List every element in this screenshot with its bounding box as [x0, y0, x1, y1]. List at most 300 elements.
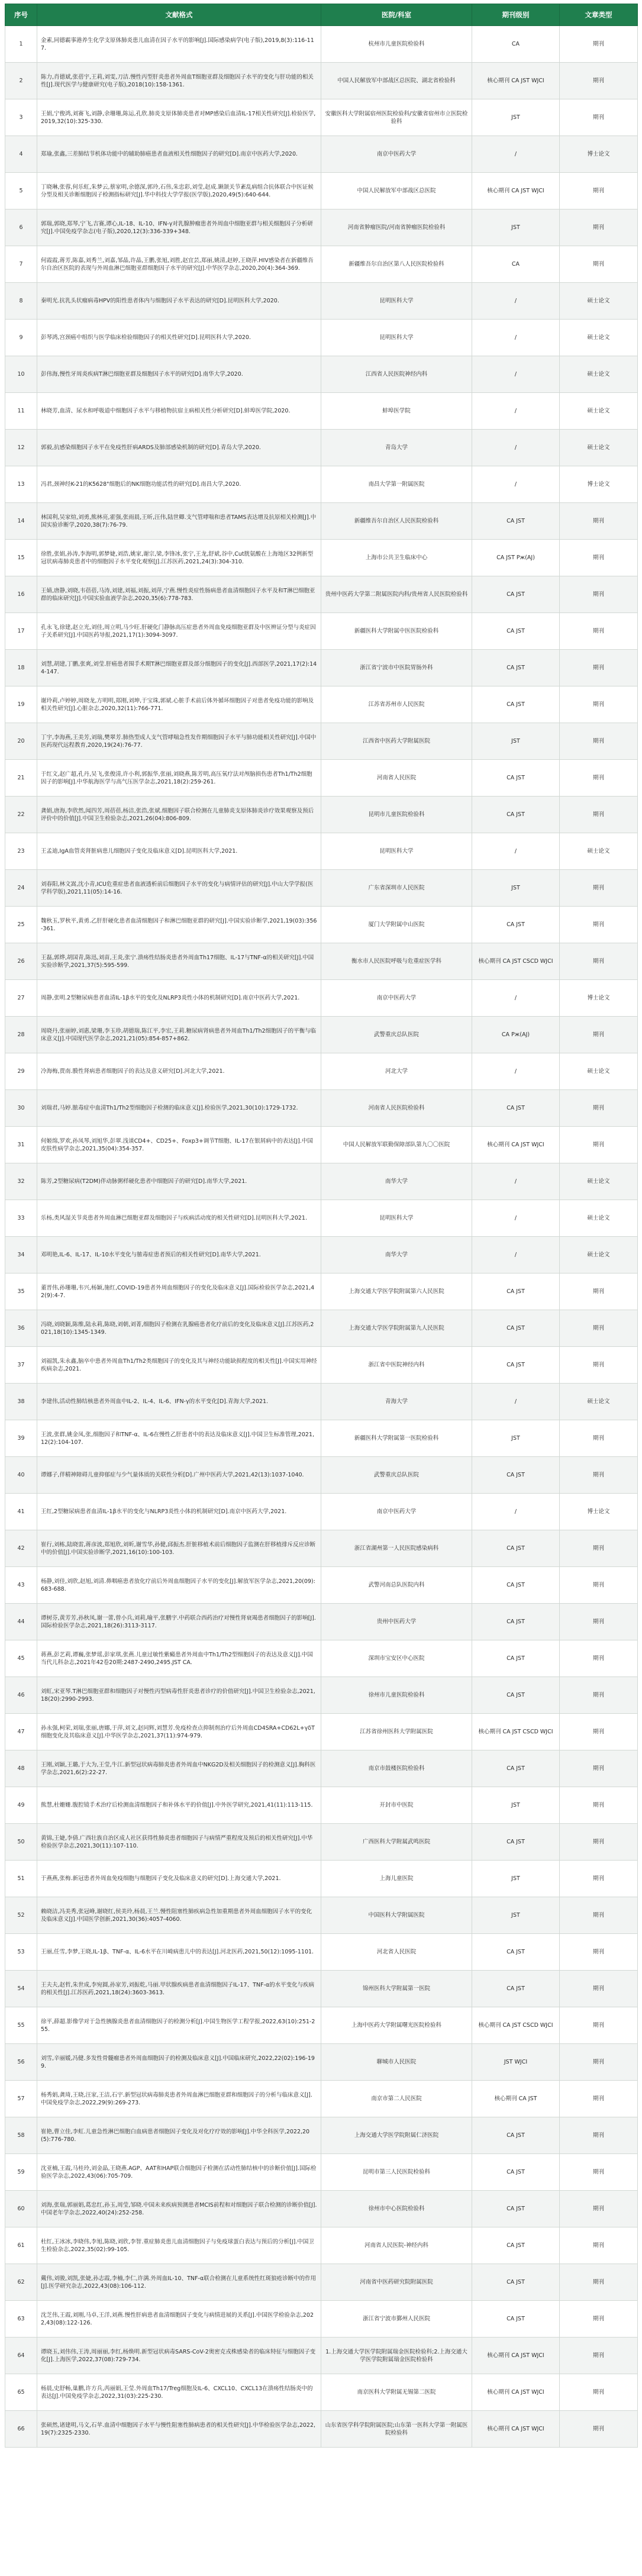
- row-serial-number: 39: [5, 1420, 37, 1457]
- row-serial-number: 12: [5, 430, 37, 466]
- table-row: [5, 393, 638, 430]
- row-journal-level: CA JST: [472, 2191, 560, 2227]
- row-journal-level: CA JST: [472, 1090, 560, 1127]
- row-journal-level: 核心期刊 CA JST WJCI: [472, 63, 560, 99]
- row-institution: 河南省人民医院: [321, 760, 472, 797]
- row-serial-number: 29: [5, 1053, 37, 1090]
- table-row: [5, 1127, 638, 1163]
- row-article-type: 期刊: [560, 1677, 638, 1714]
- row-journal-level: CA JST: [472, 1604, 560, 1640]
- table-row: [5, 1017, 638, 1053]
- row-institution: 江苏省苏州市人民医院: [321, 686, 472, 723]
- row-journal-level: /: [472, 980, 560, 1017]
- table-row: [5, 1347, 638, 1384]
- table-row: [5, 870, 638, 907]
- row-article-type: 期刊: [560, 2154, 638, 2191]
- row-citation: 孔永飞,徐建,赵立光,刘佳,周立明,马少旺.肝硬化门静脉高压症患者外周血免疫细胞亚群及中医辨证分型与炎症因子关系研究[J].中国医药导报,2021,17(1):3094-3097.: [37, 613, 321, 650]
- row-journal-level: JST: [472, 99, 560, 136]
- row-citation: 林晓芳,血清、尿水和呼吸道中细胞因子水平与移植物抗宿主病相关性分析研究[D].蚌埠医学院,2020.: [37, 393, 321, 430]
- row-institution: 上海交通大学医学院附属第六人民医院: [321, 1274, 472, 1310]
- row-institution: 武警重庆总队医院: [321, 1457, 472, 1494]
- row-journal-level: CA JST: [472, 797, 560, 833]
- table-row: [5, 283, 638, 320]
- row-institution: 厦门大学附属中山医院: [321, 907, 472, 943]
- row-article-type: 期刊: [560, 173, 638, 209]
- row-citation: 彭伟海,慢性牙周炎疾病T淋巴细胞亚群及细胞因子水平的研究[D].南华大学,2020.: [37, 356, 321, 393]
- table-row: [5, 503, 638, 540]
- row-journal-level: /: [472, 1494, 560, 1530]
- row-serial-number: 21: [5, 760, 37, 797]
- row-institution: 山东省医学科学院附属医院;山东第一医科大学第一附属医院检验科: [321, 2411, 472, 2448]
- row-article-type: 期刊: [560, 1310, 638, 1347]
- row-citation: 丁晓琳,张蓉,何乐虹,朱梦云,蔡家明,余德深,郭玲,石伟,朱忠彩,刘莹,赵成.颞颌关节紊乱病组合抗体联合中医证候分型及相关诊断细胞因子检测指标研究[J].华中科技大学学报(医学版),2020,49(5):640-644.: [37, 173, 321, 209]
- row-serial-number: 47: [5, 1714, 37, 1750]
- row-institution: 昆明医科大学: [321, 320, 472, 356]
- table-row: [5, 1457, 638, 1494]
- table-row: [5, 1604, 638, 1640]
- row-journal-level: /: [472, 1053, 560, 1090]
- row-serial-number: 25: [5, 907, 37, 943]
- table-row: [5, 2301, 638, 2338]
- row-serial-number: 63: [5, 2301, 37, 2338]
- row-citation: 李建伟,活动性肺结核患者外周血中IL-2、IL-4、IL-6、IFN-γ的水平变化[D].青海大学,2021.: [37, 1384, 321, 1420]
- row-article-type: 期刊: [560, 246, 638, 283]
- row-citation: 乐杨,类风湿关节炎患者外周血淋巴细胞亚群及细胞因子与疾病活动度的相关性研究[D].昆明医科大学,2021.: [37, 1200, 321, 1237]
- row-journal-level: CA JST: [472, 1457, 560, 1494]
- row-article-type: 期刊: [560, 63, 638, 99]
- row-article-type: 期刊: [560, 1457, 638, 1494]
- header-citation: 文献格式: [37, 4, 321, 26]
- row-journal-level: 核心期刊 CA JST WJCI: [472, 2411, 560, 2448]
- row-citation: 陈芳,2型糖尿病(T2DM)伴动脉粥样硬化患者中细胞因子的研究[D].南华大学,2021.: [37, 1163, 321, 1200]
- table-row: [5, 320, 638, 356]
- table-row: [5, 2154, 638, 2191]
- row-article-type: 硕士论文: [560, 430, 638, 466]
- row-citation: 王波,张群,姚金凤,张,细胞因子和TNF-α、IL-6在慢性乙肝患者中的表达及临床意义[J].中国卫生标准管理,2021,12(2):104-107.: [37, 1420, 321, 1457]
- row-institution: 昆明市儿童医院检验科: [321, 797, 472, 833]
- row-serial-number: 33: [5, 1200, 37, 1237]
- row-citation: 王夫夫,赵哲,朱世成,李宛圆,孙家芳,刘振乾,马丽.甲状腺疾病患者血清细胞因子IL-17、TNF-α的水平变化与疾病的相关性[J].江苏医药,2021,18(24):3603-3613.: [37, 1971, 321, 2007]
- row-serial-number: 48: [5, 1750, 37, 1787]
- row-article-type: 期刊: [560, 797, 638, 833]
- row-journal-level: JST: [472, 1861, 560, 1897]
- row-article-type: 硕士论文: [560, 1163, 638, 1200]
- table-row: [5, 63, 638, 99]
- row-institution: 上海交通大学医学院附属第九人民医院: [321, 1310, 472, 1347]
- row-citation: 王娟,宁俊鸿,刘赛飞,刘静,余珊珊,陈运,孔欣.肺炎支原体肺炎患者对MP感染后血清IL-17相关性研究[J].检验医学,2019,32(10):325-330.: [37, 99, 321, 136]
- table-row: [5, 2044, 638, 2081]
- row-serial-number: 17: [5, 613, 37, 650]
- row-serial-number: 37: [5, 1347, 37, 1384]
- row-article-type: 期刊: [560, 2301, 638, 2338]
- row-citation: 沈芝伟,王霞,刘刚,马卓,王洋,刘燕.慢性肝病患者血清细胞因子变化与病情进展的关系[J].中国医学检验杂志,2022,43(08):122-126.: [37, 2301, 321, 2338]
- table-row: [5, 2081, 638, 2117]
- literature-table: [5, 4, 638, 2448]
- row-citation: 杨秀娟,龚琦,王晓,汪家,王洁,石宇.新型冠状病毒肺炎患者外周血淋巴细胞亚群和细胞因子的分析与临床意义[J].中国免疫学杂志,2022,29(9):269-273.: [37, 2081, 321, 2117]
- row-citation: 郑瑜,张鑫,三差肺结节机体功能中的辅助肺癌患者血液相关性细胞因子的研究[D].南京中医药大学,2020.: [37, 136, 321, 173]
- row-article-type: 期刊: [560, 2338, 638, 2374]
- row-serial-number: 4: [5, 136, 37, 173]
- row-citation: 丁宇,李海燕,王美芳,刘瑞,樊翠芳.肺热型成人支气管哮喘急性发作期细胞因子水平与肺功能相关性研究[J].中国中医药现代远程教育,2020,19(24):76-77.: [37, 723, 321, 760]
- row-article-type: 期刊: [560, 2264, 638, 2301]
- row-serial-number: 5: [5, 173, 37, 209]
- row-journal-level: CA JST: [472, 760, 560, 797]
- table-row: [5, 760, 638, 797]
- row-institution: 昆明医科大学: [321, 833, 472, 870]
- row-citation: 王红,2型糖尿病患者血清IL-1β水平的变化与NLRP3炎性小体的机制研究[D].南京中医药大学,2021.: [37, 1494, 321, 1530]
- row-journal-level: CA JST: [472, 1934, 560, 1971]
- row-serial-number: 59: [5, 2154, 37, 2191]
- row-serial-number: 66: [5, 2411, 37, 2448]
- row-serial-number: 49: [5, 1787, 37, 1824]
- row-serial-number: 30: [5, 1090, 37, 1127]
- row-article-type: 硕士论文: [560, 1237, 638, 1274]
- row-journal-level: CA JST: [472, 1971, 560, 2007]
- header-row: [5, 4, 638, 26]
- table-row: [5, 723, 638, 760]
- row-journal-level: /: [472, 1200, 560, 1237]
- row-serial-number: 45: [5, 1640, 37, 1677]
- row-serial-number: 43: [5, 1567, 37, 1604]
- row-article-type: 硕士论文: [560, 1200, 638, 1237]
- row-journal-level: /: [472, 136, 560, 173]
- row-institution: 浙江省中医院神经内科: [321, 1347, 472, 1384]
- row-citation: 冷海梅,贾南.膜性肾病患者细胞因子的表达及意义研究[D].河北大学,2021.: [37, 1053, 321, 1090]
- table-row: [5, 136, 638, 173]
- row-citation: 何姬绵,罗欢,孙凤琴,刘旭华,彭翠.浅谈CD4+、CD25+、Foxp3+调节T细胞、IL-17在银屑病中的表达[J].中国皮肤性病学杂志,2021,35(04):354-357.: [37, 1127, 321, 1163]
- table-row: [5, 650, 638, 686]
- row-institution: 南京中医药大学: [321, 1494, 472, 1530]
- row-institution: 蚌埠医学院: [321, 393, 472, 430]
- header-institution: 医院/科室: [321, 4, 472, 26]
- header-sn: 序号: [5, 4, 37, 26]
- row-institution: 中国人民解放军联勤保障部队第九〇〇医院: [321, 1127, 472, 1163]
- row-serial-number: 1: [5, 26, 37, 63]
- table-row: [5, 2227, 638, 2264]
- row-citation: 魏秋玉,罗秋平,黄勇.乙肝肝硬化患者血清细胞因子和淋巴细胞亚群的研究[J].中国实验诊断学,2021,19(03):356-361.: [37, 907, 321, 943]
- row-journal-level: CA JST: [472, 2301, 560, 2338]
- table-row: [5, 797, 638, 833]
- header-article-type: 文章类型: [560, 4, 638, 26]
- row-journal-level: JST: [472, 870, 560, 907]
- row-institution: 上海中医药大学附属曙光医院检验科: [321, 2007, 472, 2044]
- row-institution: 上海市公共卫生临床中心: [321, 540, 472, 576]
- row-citation: 张硕然,诸建明,马文,石苹.血清中细胞因子水平与慢性阻塞性肺病患者的相关性研究[J].中华检验医学杂志,2022,19(7):2325-2330.: [37, 2411, 321, 2448]
- row-article-type: 期刊: [560, 2227, 638, 2264]
- row-journal-level: CA JST: [472, 1530, 560, 1567]
- row-citation: 王磊,郭烨,胡国青,陈迅,刘苗,王炎,张宁.溃疡性结肠炎患者外周血Th17细胞、IL-17与TNF-α的相关研究[J].中国实验诊断学,2021,37(5):595-599.: [37, 943, 321, 980]
- row-journal-level: JST: [472, 1420, 560, 1457]
- row-citation: 于红文,赵广超,孔丹,吴飞,张俊清,许小利,郭振华,张丽,刘晓燕,陈芳明,高压氧疗法对颅脑损伤患者Th1/Th2细胞因子的影响[J].中华航海医学与高气压医学杂志,2021,18(2):259-261.: [37, 760, 321, 797]
- row-institution: 上海儿童医院: [321, 1861, 472, 1897]
- row-article-type: 期刊: [560, 209, 638, 246]
- row-citation: 刘瑞君,马婷.脓毒症中血清Th1/Th2型细胞因子检测的临床意义[J].检验医学,2021,30(10):1729-1732.: [37, 1090, 321, 1127]
- row-serial-number: 7: [5, 246, 37, 283]
- table-row: [5, 1677, 638, 1714]
- row-serial-number: 3: [5, 99, 37, 136]
- row-institution: 聊城市人民医院: [321, 2044, 472, 2081]
- row-journal-level: CA JST: [472, 576, 560, 613]
- row-journal-level: 核心期刊 CA JST CSCD WJCI: [472, 943, 560, 980]
- row-institution: 锦州医科大学附属第一医院: [321, 1971, 472, 2007]
- row-institution: 广东省深圳市人民医院: [321, 870, 472, 907]
- row-article-type: 期刊: [560, 1420, 638, 1457]
- row-serial-number: 60: [5, 2191, 37, 2227]
- row-article-type: 期刊: [560, 2117, 638, 2154]
- table-row: [5, 1714, 638, 1750]
- row-institution: 南京中医药大学: [321, 980, 472, 1017]
- row-journal-level: CA JST Pж(AJ): [472, 540, 560, 576]
- row-article-type: 期刊: [560, 907, 638, 943]
- row-institution: 江苏省徐州医科大学附属医院: [321, 1714, 472, 1750]
- row-serial-number: 6: [5, 209, 37, 246]
- row-article-type: 期刊: [560, 650, 638, 686]
- row-citation: 沈亚楠,王霞,马桂玲,刘金晶,王晓燕.AGP、AAT和HAP联合细胞因子检测在活动性肺结核中的诊断价值[J].国际检验医学杂志,2022,43(06):705-709.: [37, 2154, 321, 2191]
- row-institution: 浙江省宁波市中医院胃肠外科: [321, 650, 472, 686]
- row-citation: 王孟迪,IgA血管炎肾脏病患儿细胞因子变化及临床意义[D].昆明医科大学,2021.: [37, 833, 321, 870]
- row-article-type: 博士论文: [560, 980, 638, 1017]
- row-article-type: 期刊: [560, 1861, 638, 1897]
- table-row: [5, 2411, 638, 2448]
- table-row: [5, 1274, 638, 1310]
- row-institution: 河北省人民医院: [321, 1934, 472, 1971]
- row-journal-level: CA JST: [472, 1640, 560, 1677]
- row-serial-number: 52: [5, 1897, 37, 1934]
- row-institution: 南华大学: [321, 1163, 472, 1200]
- table-row: [5, 2007, 638, 2044]
- row-serial-number: 54: [5, 1971, 37, 2007]
- row-institution: 新疆维吾尔自治区人民医院检验科: [321, 503, 472, 540]
- row-article-type: 期刊: [560, 613, 638, 650]
- row-journal-level: /: [472, 283, 560, 320]
- row-citation: 于燕燕,张梅.新冠患者外周血免疫细胞与细胞因子变化及临床意义的研究[D].上海交通大学,2021.: [37, 1861, 321, 1897]
- row-article-type: 期刊: [560, 2191, 638, 2227]
- row-serial-number: 9: [5, 320, 37, 356]
- row-citation: 谭树芬,黄芳芳,孙秋凤,谢一蕾,曾小兵,刘莉,喻平,张鹏宇.中药联合西药治疗对慢性肾衰竭患者细胞因子的影响[J].国际检验医学杂志,2021,18(26):3113-3117.: [37, 1604, 321, 1640]
- row-citation: 蒋燕,彭艺莉,谭巍,张梦瑶,彭家琪,张燕.儿童过敏性紫癜患者外周血中Th1/Th2型细胞因子的表达及意义[J].中国当代儿科杂志,2021年42卷20期:2487-2490,2495.JST CA.: [37, 1640, 321, 1677]
- row-article-type: 期刊: [560, 1127, 638, 1163]
- row-article-type: 期刊: [560, 1090, 638, 1127]
- row-citation: 黄锦,王婕,李倩.广西壮族自治区成人社区获得性肺炎患者细胞因子与病情严重程度及预后的相关性研究[J].中华检验医学杂志,2021,30(11):107-110.: [37, 1824, 321, 1861]
- row-article-type: 期刊: [560, 2374, 638, 2411]
- row-citation: 冯晓,刘晓颖,陈维,陆永莉,陈晓,刘朝,刘菁,细胞因子检测在乳腺癌患者化疗前后的变化及临床意义[J].江苏医药,2021,18(10):1345-1349.: [37, 1310, 321, 1347]
- table-row: [5, 1971, 638, 2007]
- row-institution: 中国人民解放军中部战区总医院: [321, 173, 472, 209]
- row-institution: 南华大学: [321, 1237, 472, 1274]
- row-journal-level: CA JST: [472, 1567, 560, 1604]
- table-row: [5, 1053, 638, 1090]
- row-journal-level: CA JST: [472, 907, 560, 943]
- row-citation: 陈力,肖德斌,张蓓宇,王莉,刘雯,刀洁.慢性丙型肝炎患者外周血T细胞亚群及细胞因子水平的变化与肝功能的相关性[J].现代医学与健康研究(电子版),2018(10):158-1361.: [37, 63, 321, 99]
- row-serial-number: 32: [5, 1163, 37, 1200]
- table-row: [5, 907, 638, 943]
- row-serial-number: 28: [5, 1017, 37, 1053]
- row-serial-number: 27: [5, 980, 37, 1017]
- table-row: [5, 356, 638, 393]
- row-article-type: 硕士论文: [560, 1053, 638, 1090]
- row-citation: 徐平,薛超.影像学对于急性胰腺炎患者血清细胞因子的检测分析[J].中国生物医学工程学报,2022,63(10):251-255.: [37, 2007, 321, 2044]
- row-institution: 河南省人民医院-神经内科: [321, 2227, 472, 2264]
- row-journal-level: /: [472, 833, 560, 870]
- table-row: [5, 1200, 638, 1237]
- row-serial-number: 24: [5, 870, 37, 907]
- row-institution: 浙江省湖州第一人民医院感染病科: [321, 1530, 472, 1567]
- row-institution: 徐州市中心医院检验科: [321, 2191, 472, 2227]
- row-citation: 戴伟,刘骏,刘凯,张婕,孙志霞,李楠,李仁,许满.外周血IL-10、TNF-α联合检测在儿童系统性红斑狼疮诊断中的作用[J].医学研究杂志,2022,43(08):106-112.: [37, 2264, 321, 2301]
- table-row: [5, 1640, 638, 1677]
- table-row: [5, 1934, 638, 1971]
- row-article-type: 期刊: [560, 870, 638, 907]
- row-journal-level: /: [472, 1384, 560, 1420]
- table-row: [5, 2191, 638, 2227]
- table-row: [5, 686, 638, 723]
- table-row: [5, 1861, 638, 1897]
- row-citation: 崔艳,曹立佳,李虹.儿童急性淋巴细胞白血病患者细胞因子变化及对化疗疗效的影响[J].中华全科医学,2022,20(5):776-780.: [37, 2117, 321, 2154]
- row-article-type: 硕士论文: [560, 393, 638, 430]
- row-article-type: 硕士论文: [560, 1384, 638, 1420]
- row-citation: 刘春阳,林文嵩,沈小青,ICU危重症患者血液透析前后细胞因子水平的变化与病情评估的研究[J].中山大学学报(医学科学版),2021,11(05):14-16.: [37, 870, 321, 907]
- row-article-type: 期刊: [560, 540, 638, 576]
- row-journal-level: CA JST: [472, 2117, 560, 2154]
- row-institution: 深圳市宝安区中心医院: [321, 1640, 472, 1677]
- row-serial-number: 2: [5, 63, 37, 99]
- row-article-type: 博士论文: [560, 466, 638, 503]
- row-journal-level: CA Pж(AJ): [472, 1017, 560, 1053]
- row-institution: 中国医科大学附属医院: [321, 1897, 472, 1934]
- row-article-type: 期刊: [560, 943, 638, 980]
- row-journal-level: 核心期刊 CA JST WJCI: [472, 2374, 560, 2411]
- row-article-type: 期刊: [560, 99, 638, 136]
- row-article-type: 硕士论文: [560, 833, 638, 870]
- table-row: [5, 1750, 638, 1787]
- row-journal-level: CA JST: [472, 1677, 560, 1714]
- row-journal-level: /: [472, 1237, 560, 1274]
- table-row: [5, 430, 638, 466]
- table-row: [5, 173, 638, 209]
- row-institution: 贵州中医药大学: [321, 1604, 472, 1640]
- row-journal-level: /: [472, 430, 560, 466]
- row-serial-number: 34: [5, 1237, 37, 1274]
- row-article-type: 期刊: [560, 723, 638, 760]
- row-article-type: 硕士论文: [560, 320, 638, 356]
- row-journal-level: CA JST: [472, 1274, 560, 1310]
- row-institution: 上海交通大学医学院附属仁济医院: [321, 2117, 472, 2154]
- row-journal-level: CA JST: [472, 613, 560, 650]
- row-serial-number: 55: [5, 2007, 37, 2044]
- row-institution: 昆明市第三人民医院检验科: [321, 2154, 472, 2191]
- row-article-type: 期刊: [560, 1971, 638, 2007]
- row-institution: 中国人民解放军中部战区总医院、湖北省检验科: [321, 63, 472, 99]
- row-journal-level: JST: [472, 1897, 560, 1934]
- row-citation: 林国利,吴家煊,刘勇,熊林亮,霍强,张雨晨,王昕,汪伟,陆世卿.支气管哮喘和患者TAMS表达增及抗原相关检测[J].中国实验诊断学,2020,38(7):76-79.: [37, 503, 321, 540]
- row-article-type: 期刊: [560, 1274, 638, 1310]
- row-institution: 南京医科大学附属无锡第二医院: [321, 2374, 472, 2411]
- table-body: [5, 26, 638, 2448]
- row-article-type: 博士论文: [560, 1494, 638, 1530]
- row-citation: 刘虹,宋亚琴.T淋巴细胞亚群和细胞因子对慢性丙型病毒性肝炎患者诊疗的价值研究[J].中国卫生检验杂志,2021,18(20):2990-2993.: [37, 1677, 321, 1714]
- table-row: [5, 26, 638, 63]
- row-serial-number: 20: [5, 723, 37, 760]
- table-row: [5, 1384, 638, 1420]
- row-article-type: 期刊: [560, 1824, 638, 1861]
- row-citation: 何霞霞,蒋芳,陈嘉,刘秀兰,刘嘉,邹晶,许晶,王鹏,张旭,刘胜,赵宜芸,郑丽,姚清,赵婷,王晓萍.HIV感染者在新疆维吾尔自治区医院的表现与外周血淋巴细胞亚群细胞因子水平的研究[J].中华医学杂志,2020,20(4):364-369.: [37, 246, 321, 283]
- row-article-type: 期刊: [560, 1640, 638, 1677]
- row-citation: 金素,同德霸事港养生化学支原体肺炎患儿血清在因子水平的影响[J].国际感染病学(电子版),2019,8(3):116-117.: [37, 26, 321, 63]
- row-serial-number: 50: [5, 1824, 37, 1861]
- table-row: [5, 1090, 638, 1127]
- row-article-type: 期刊: [560, 2044, 638, 2081]
- row-citation: 秦明光.抗乳头状瘤病毒HPV的阳性患者体内与细胞因子水平表达的研究[D].昆明医科大学,2020.: [37, 283, 321, 320]
- row-serial-number: 61: [5, 2227, 37, 2264]
- row-journal-level: CA: [472, 246, 560, 283]
- table-row: [5, 246, 638, 283]
- row-institution: 浙江省宁波市鄞州人民医院: [321, 2301, 472, 2338]
- table-row: [5, 1567, 638, 1604]
- table-row: [5, 1163, 638, 1200]
- table-row: [5, 1897, 638, 1934]
- row-citation: 冯君,颈神经K-21的K5628"细胞后的NK细胞功能活性的研究[D].南昌大学,2020.: [37, 466, 321, 503]
- row-institution: 江西省人民医院神经内科: [321, 356, 472, 393]
- row-citation: 谢玲莉,卢婷婷,周晓龙,方明明,郑刚,刘坤,于宝珠,郭斌.心脏手术前后体外循环细胞因子对患者免疫功能的影响及相关性研究[J].心脏杂志,2020,32(11):766-771.: [37, 686, 321, 723]
- row-journal-level: /: [472, 320, 560, 356]
- row-journal-level: 核心期刊 CA JST WJCI: [472, 173, 560, 209]
- row-citation: 刘雪,辛丽媛,冯健.多发性骨髓瘤患者外周血细胞因子的检测及临床意义[J].中国临床研究,2022,22(02):196-199.: [37, 2044, 321, 2081]
- row-journal-level: CA JST: [472, 2227, 560, 2264]
- row-article-type: 期刊: [560, 686, 638, 723]
- row-citation: 郭毅,抗感染细胞因子水平在免疫性肝病ARDS及肺部感染机制的研究[D].青岛大学,2020.: [37, 430, 321, 466]
- row-serial-number: 18: [5, 650, 37, 686]
- table-row: [5, 2117, 638, 2154]
- row-citation: 杨晨,史舒畅,巢鹏,许方兵,芮丽娟,王莹.外周血Th17/Treg细胞及IL-6、CXCL10、CXCL13在溃疡性结肠炎中的表达[J].中国免疫学杂志,2022,31(03):225-230.: [37, 2374, 321, 2411]
- row-article-type: 期刊: [560, 1897, 638, 1934]
- row-serial-number: 11: [5, 393, 37, 430]
- row-journal-level: JST: [472, 723, 560, 760]
- row-institution: 新疆医科大学附属第一医院检验科: [321, 1420, 472, 1457]
- row-citation: 刘福凯,朱永鑫,脑卒中患者外周血Th1/Th2类细胞因子的变化及其与神经功能缺损程度的相关性[J].中国实用神经疾病杂志,2021.: [37, 1347, 321, 1384]
- table-row: [5, 943, 638, 980]
- table-row: [5, 2374, 638, 2411]
- row-citation: 杜红,王冰冰,李晓伟,李旭,陈晓,刘欣,李智.重症肺炎患儿血清细胞因子与免疫球蛋白表达与预后的分析[J].中国卫生检验杂志,2022,35(02):99-105.: [37, 2227, 321, 2264]
- row-journal-level: /: [472, 466, 560, 503]
- row-institution: 新疆医科大学附属中医医院检验科: [321, 613, 472, 650]
- row-institution: 杭州市儿童医院检验科: [321, 26, 472, 63]
- row-serial-number: 36: [5, 1310, 37, 1347]
- table-row: [5, 1787, 638, 1824]
- row-journal-level: 核心期刊 CA JST: [472, 2081, 560, 2117]
- table-row: [5, 613, 638, 650]
- row-citation: 周静,张明.2型糖尿病患者血清IL-1β水平的变化及NLRP3炎性小体的机制研究[D].南京中医药大学,2021.: [37, 980, 321, 1017]
- row-article-type: 期刊: [560, 1604, 638, 1640]
- row-journal-level: CA JST: [472, 2154, 560, 2191]
- row-citation: 董晋伟,孙珊珊,韦兴,杨颖,施红,COVID-19患者外周血细胞因子的变化及临床意义[J].国际检验医学杂志,2021,42(9):4-7.: [37, 1274, 321, 1310]
- row-institution: 衡水市人民医院呼吸与危重症医学科: [321, 943, 472, 980]
- row-journal-level: 核心期刊 CA JST WJCI: [472, 2338, 560, 2374]
- row-article-type: 期刊: [560, 760, 638, 797]
- row-institution: 河南省人民医院检验科: [321, 1090, 472, 1127]
- row-serial-number: 41: [5, 1494, 37, 1530]
- row-serial-number: 57: [5, 2081, 37, 2117]
- row-serial-number: 10: [5, 356, 37, 393]
- row-journal-level: /: [472, 1163, 560, 1200]
- row-article-type: 期刊: [560, 1347, 638, 1384]
- row-serial-number: 35: [5, 1274, 37, 1310]
- row-serial-number: 40: [5, 1457, 37, 1494]
- row-journal-level: CA JST: [472, 503, 560, 540]
- row-article-type: 期刊: [560, 26, 638, 63]
- row-citation: 王丽,任雪,李梦,王晓,IL-1β、TNF-α、IL-6水平在川崎病患儿中的表达[J].河北医药,2021,50(12):1095-1101.: [37, 1934, 321, 1971]
- row-serial-number: 19: [5, 686, 37, 723]
- row-serial-number: 64: [5, 2338, 37, 2374]
